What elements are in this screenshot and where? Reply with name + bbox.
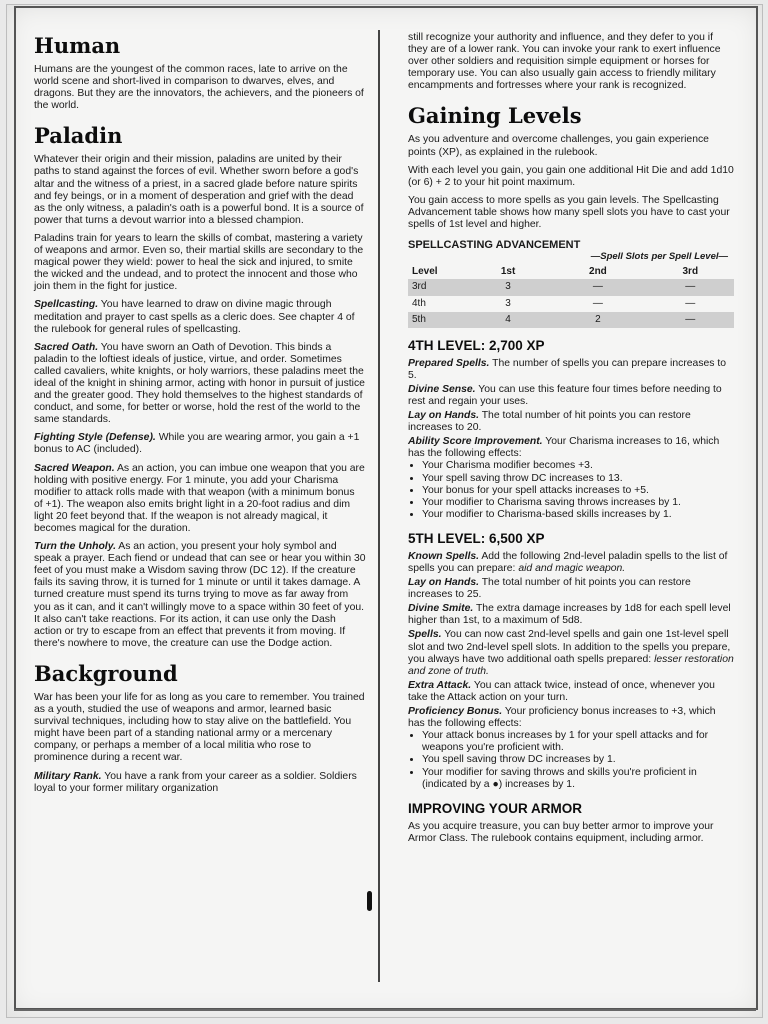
improving-armor-text: As you acquire treasure, you can buy better armor to improve your Armor Class. The rulebook contains equipment, including armor. — [408, 820, 714, 844]
paladin-training: Paladins train for years to learn the skills of combat, mastering a variety of weapons and armor. Even so, their martial skills are secondary to the magical power they wield: power to heal the sick and injured, to smite the wicked and the undead, and to protect the innocent and those who join them in the fight for justice. — [34, 232, 364, 293]
l5-known-spells: Known Spells. Add the following 2nd-level paladin spells to the list of spells you can prepare: aid and magic weapon. — [408, 550, 728, 574]
paladin-heading: Paladin — [34, 123, 123, 149]
binder-clip-mark — [367, 891, 372, 911]
l5-proficiency-bonus: Proficiency Bonus. Your proficiency bonus increases to +3, which has the following effects: — [408, 706, 716, 730]
human-heading: Human — [34, 33, 121, 58]
level5-heading: 5TH LEVEL: 6,500 XP — [408, 530, 545, 546]
list-item: • Your Charisma modifier becomes +3. — [422, 460, 734, 472]
table-row: 5th 4 2 — — [408, 312, 734, 328]
column-divider — [378, 30, 380, 982]
feature-spellcasting: Spellcasting. You have learned to draw on divine magic through meditation and prayer to cast spells as a cleric does. See chapter 4 of the rulebook for general rules of spellcasting. — [34, 299, 355, 335]
l5-divine-smite: Divine Smite. The extra damage increases by 1d8 for each spell level higher than 1st, to a maximum of 5d8. — [408, 603, 731, 627]
list-item: • Your modifier to Charisma saving throws increases by 1. — [422, 497, 734, 509]
military-rank-continued: still recognize your authority and influence, and they defer to you if they are of a lower rank. You can invoke your rank to exert influence over other soldiers and requisition simple equipment or horses for temporary use. You can also usually gain access to friendly military encampments and fortresses where your rank is recognized. — [408, 32, 721, 92]
feature-turn-unholy: Turn the Unholy. As an action, you present your holy symbol and speak a prayer. Each fiend or undead that can see or hear you within 30 feet of you must make a Wisdom saving throw (DC 12). If the creature fails its saving throw, it is turned for 1 minute or until it takes damage. A turned creature must spend its turns trying to move as far away from you as it can, and it can't willingly move to a space within 30 feet of you. It also can't take reactions. For its action, it can use only the Dash action or try to escape from an effect that prevents it from moving. If there's nowhere to move, the creature can use the Dodge action. — [34, 541, 366, 649]
l4-ability-score: Ability Score Improvement. Your Charisma increases to 16, which has the following effects: — [408, 436, 720, 460]
background-text: War has been your life for as long as you care to remember. You trained as a youth, studied the use of weapons and armor, learned basic survival techniques, including how to stay alive on the battlefield. You might have been part of a standing national army or a mercenary company, or perhaps a member of a local militia who rose to prominence during a recent war. — [34, 691, 365, 764]
feature-sacred-weapon: Sacred Weapon. As an action, you can imbue one weapon that you are holding with positive energy. For 1 minute, you add your Charisma modifier to attack rolls made with that weapon (with a minimum bonus of +1). The weapon also emits bright light in a 20-foot radius and dim light 20 feet beyond that. If the weapon is not already magical, it becomes magical for the duration. — [34, 462, 365, 534]
feature-fighting-style: Fighting Style (Defense). While you are wearing armor, you gain a +1 bonus to AC (included). — [34, 432, 360, 456]
spellcasting-table-title: SPELLCASTING ADVANCEMENT — [408, 239, 581, 252]
table-row: 4th 3 — — — [412, 297, 696, 309]
l5-spells: Spells. You can now cast 2nd-level spells and gain one 1st-level spell slot and two 2nd-level spell slots. In addition to the spells you prepare, you always have two additional oath spells prepared: lesser restoration and zone of truth. — [408, 629, 734, 677]
footer-rule — [14, 1009, 756, 1011]
table-header-level: Level — [412, 266, 438, 278]
list-item: • Your attack bonus increases by 1 for your spell attacks and for weapons you're proficient with. — [422, 730, 734, 754]
l5-extra-attack: Extra Attack. You can attack twice, instead of once, whenever you take the Attack action on your turn. — [408, 679, 715, 703]
list-item: • You spell saving throw DC increases by 1. — [422, 754, 734, 766]
right-column — [408, 32, 734, 851]
human-text: Humans are the youngest of the common races, late to arrive on the world scene and short-lived in comparison to dwarves, elves, and dragons. But they are the innovators, the achievers, and the pioneers of the world. — [34, 64, 364, 112]
table-header-1st: 1st — [500, 266, 516, 278]
table-subheader: —Spell Slots per Spell Level— — [590, 251, 728, 263]
feature-military-rank: Military Rank. You have a rank from your career as a soldier. Soldiers loyal to your former military organization — [34, 770, 357, 794]
level4-heading: 4TH LEVEL: 2,700 XP — [408, 337, 545, 353]
improving-armor-heading: IMPROVING YOUR ARMOR — [408, 800, 583, 816]
gaining-levels-p3: You gain access to more spells as you gain levels. The Spellcasting Advancement table shows how many spell slots you have to cast your spells of 1st level and higher. — [408, 194, 730, 231]
list-item: • Your spell saving throw DC increases to 13. — [422, 473, 734, 485]
paladin-intro: Whatever their origin and their mission, paladins are united by their paths to stand against the forces of evil. Whether sworn before a god's altar and the witness of a priest, in a sacred glade before nature spirits and fey beings, or in a moment of desperation and grief with the dead as the only witness, a paladin's oath is a powerful bond. It is a source of power that turns a devout warrior into a blessed champion. — [34, 154, 364, 226]
l4-effects-list — [408, 460, 734, 520]
list-item: • Your bonus for your spell attacks increases to +5. — [422, 485, 734, 497]
left-column — [34, 34, 366, 801]
list-item: • Your modifier for saving throws and skills you're proficient in (indicated by a ●) increases by 1. — [422, 767, 734, 791]
l5-effects-list — [408, 730, 734, 790]
table-row: 3rd 3 — — — [408, 279, 734, 295]
l5-lay-on-hands: Lay on Hands. The total number of hit points you can restore increases to 25. — [408, 577, 691, 601]
spellcasting-table — [408, 251, 734, 327]
l4-divine-sense: Divine Sense. You can use this feature four times before needing to rest and regain your uses. — [408, 383, 722, 407]
feature-sacred-oath: Sacred Oath. You have sworn an Oath of Devotion. This binds a paladin to the loftiest ideals of justice, virtue, and order. Sometimes called cavaliers, white knights, or holy warriors, these paladins meet the ideal of the knight in shining armor, acting with honor in pursuit of justice and the greater good. They hold themselves to the highest standards of conduct, and some, for better or worse, hold the rest of the world to the same standards. — [34, 341, 365, 426]
table-header-3rd: 3rd — [682, 266, 699, 278]
background-heading: Background — [34, 660, 178, 686]
l4-lay-on-hands: Lay on Hands. The total number of hit points you can restore increases to 20. — [408, 410, 691, 434]
list-item: • Your modifier to Charisma-based skills increases by 1. — [422, 509, 734, 521]
l4-prepared-spells: Prepared Spells. The number of spells you can prepare increases to 5. — [408, 357, 727, 381]
table-header-2nd: 2nd — [589, 266, 607, 278]
gaining-levels-p2: With each level you gain, you gain one additional Hit Die and add 1d10 (or 6) + 2 to your hit point maximum. — [408, 164, 734, 188]
gaining-levels-p1: As you adventure and overcome challenges, you gain experience points (XP), as explained in the rulebook. — [408, 134, 709, 158]
gaining-levels-heading: Gaining Levels — [408, 103, 582, 129]
